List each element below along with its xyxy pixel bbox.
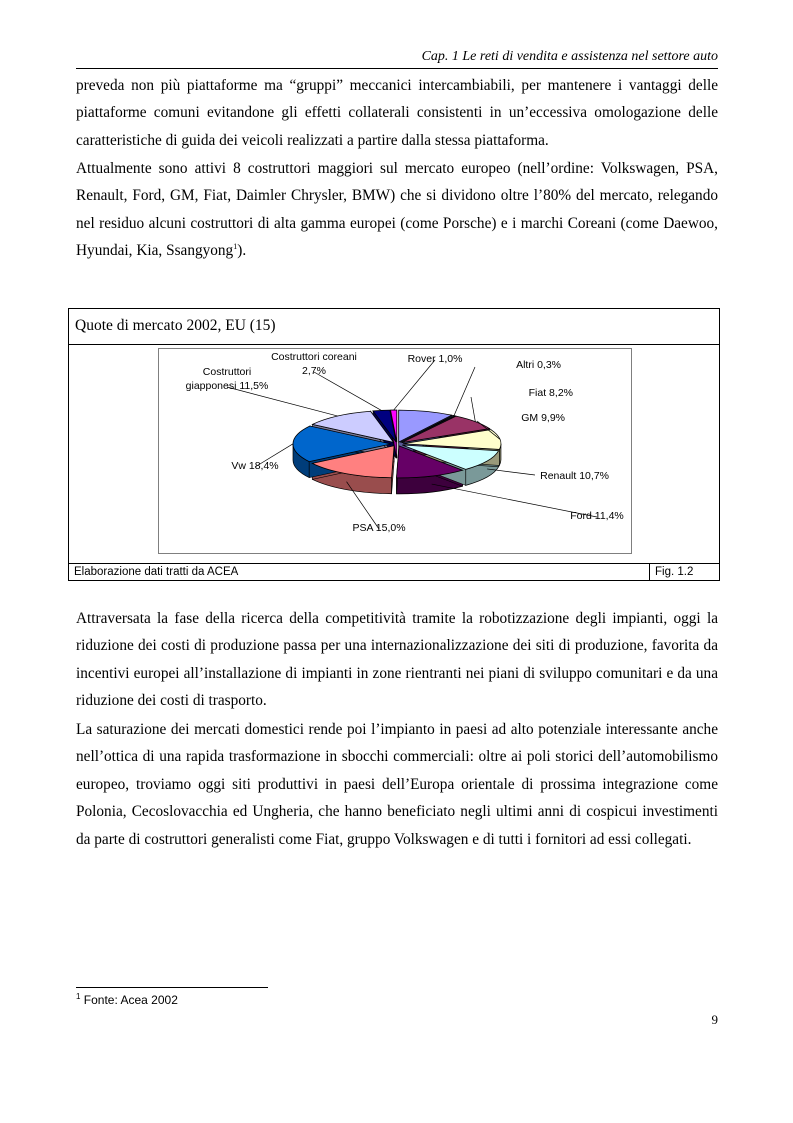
paragraph-1: preveda non più piattaforme ma “gruppi” meccanici intercambiabili, per mantenere i vantaggi delle piattaforme comuni evitandone gli effetti collaterali consistenti in un’eccessiva omologazione delle caratteristiche di guida dei veicoli realizzati a partire dalla stessa piattaforma. — [76, 77, 718, 149]
pie-chart — [159, 349, 631, 553]
leader-line-rover — [394, 360, 435, 410]
running-header: Cap. 1 Le reti di vendita e assistenza nel settore auto — [421, 49, 718, 64]
footnote-ref[interactable]: 1 — [233, 242, 238, 252]
footnote-marker: 1 — [76, 992, 81, 1001]
paragraph-4: La saturazione dei mercati domestici rende poi l’impianto in paesi ad alto potenziale interessante anche nell’ottica di una rapida trasformazione in sbocchi commerciali: oltre ai poli storici dell’automobilismo europeo, troviamo oggi siti produttivi in paesi dell’Europa orientale di prossima integrazione come Polonia, Cecoslovacchia ed Ungheria, che hanno beneficiato negli ultimi anni di cospicui investimenti da parte di costruttori generalisti come Fiat, gruppo Volkswagen e di tutti i fornitori ad essi collegati. — [76, 721, 718, 848]
pie-label-costruttori-giapponesi: Costruttori giapponesi 11,5% — [185, 366, 269, 392]
pie-label-altri: Altri 0,3% — [516, 359, 561, 371]
leader-line-costruttori-coreani — [314, 372, 381, 410]
pie-label-psa: PSA 15,0% — [352, 522, 406, 534]
footnote-rule — [76, 987, 268, 988]
page-number: 9 — [711, 1012, 718, 1027]
figure-box — [68, 308, 720, 581]
paragraph-2 — [76, 155, 718, 265]
pie-label-costruttori-coreani: Costruttori coreani 2,7% — [271, 351, 357, 377]
pie-label-rover: Rover 1,0% — [407, 353, 463, 365]
figure-title: Quote di mercato 2002, EU (15) — [69, 309, 719, 345]
footnote — [76, 993, 178, 1007]
pie-label-gm: GM 9,9% — [521, 412, 565, 424]
paragraph-3: Attraversata la fase della ricerca della competitività tramite la robotizzazione degli impianti, oggi la riduzione dei costi di produzione passa per una internazionalizzazione dei siti di produzione, favorita da incentivi europei all’installazione di impianti in zone rientranti nei piani di sviluppo comunitari e da una riduzione dei costi di trasporto. — [76, 610, 718, 710]
pie-label-fiat: Fiat 8,2% — [528, 387, 573, 399]
pie-label-vw: Vw 18,4% — [231, 460, 279, 472]
paragraph-2-end: ). — [237, 242, 247, 260]
figure-number: Fig. 1.2 — [649, 564, 719, 581]
leader-line-altri — [454, 367, 475, 416]
leader-line-fiat — [471, 397, 475, 422]
pie-label-ford: Ford 11,4% — [570, 510, 624, 522]
chart-area — [158, 348, 632, 554]
figure-source: Elaborazione dati tratti da ACEA — [74, 566, 239, 578]
pie-label-renault: Renault 10,7% — [540, 470, 609, 482]
footnote-text: Fonte: Acea 2002 — [83, 993, 178, 1007]
paragraph-2-text: Attualmente sono attivi 8 costruttori maggiori sul mercato europeo (nell’ordine: Volkswagen, PSA, Renault, Ford, GM, Fiat, Daimler Chrysler, BMW) che si dividono oltre l’80% del mercato, relegando nel residuo alcuni costruttori di alta gamma europei (come Porsche) e i marchi Coreani (come Daewoo, Hyundai, Kia, Ssangyong — [76, 160, 718, 260]
header-rule — [76, 68, 718, 69]
figure-footer — [69, 563, 719, 581]
